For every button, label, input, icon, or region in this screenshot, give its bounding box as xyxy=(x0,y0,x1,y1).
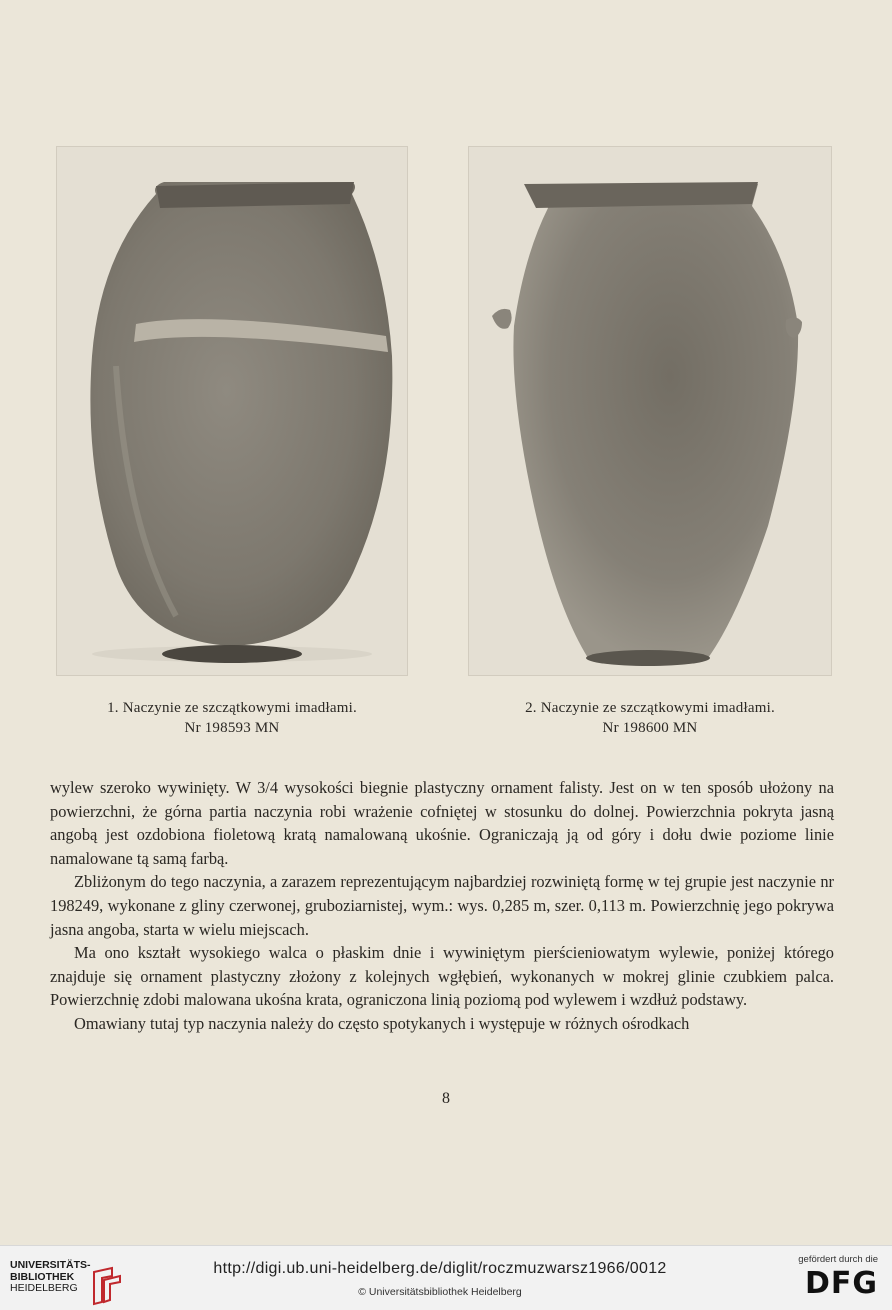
paragraph-1: wylew szeroko wywinięty. W 3/4 wysokości biegnie plastyczny ornament falisty. Jest on w ten sposób ułożony na powierzchni, że górna partia naczynia robi wrażenie cofniętej w stosunku do dolnej. Powierzchnia pokryta jasną angobą jest ozdobiona fioletową kratą namalowaną ukośnie. Ograniczają ją od góry i dołu dwie poziome linie namalowane tą samą farbą. xyxy=(50,778,834,868)
library-name xyxy=(10,1260,91,1295)
paragraph-4: Omawiany tutaj typ naczynia należy do często spotykanych i występuje w różnych ośrodkach xyxy=(74,1013,690,1033)
library-name-line1: UNIVERSITÄTS- xyxy=(10,1259,91,1271)
figure-1-photo xyxy=(56,146,408,676)
library-name-line2: BIBLIOTHEK xyxy=(10,1270,75,1283)
library-emblem-icon xyxy=(90,1266,124,1306)
library-name-line3: HEIDELBERG xyxy=(10,1282,78,1294)
figure-2-caption xyxy=(468,698,832,738)
page-number: 8 xyxy=(442,1090,450,1107)
permalink-url[interactable]: http://digi.ub.uni-heidelberg.de/diglit/roczmuzwarsz1966/0012 xyxy=(213,1260,667,1277)
paragraph-2: Zbliżonym do tego naczynia, a zarazem reprezentującym najbardziej rozwiniętą formę w tej grupie jest naczynie nr 198249, wykonane z gliny czerwonej, gruboziarnistej, wym.: wys. 0,285 m, szer. 0,113 m. Powierzchnię jego pokrywa jasna angoba, starta w wielu miejscach. xyxy=(50,872,834,939)
paragraph-3: Ma ono kształt wysokiego walca o płaskim dnie i wywiniętym pierścieniowatym wylewie, poniżej którego znajduje się ornament plastyczny złożony z kolejnych wgłębień, wykonanych w mokrej glinie czubkiem palca. Powierzchnię zdobi malowana ukośna krata, ograniczona linią poziomą pod wylewem i wzdłuż podstawy. xyxy=(50,943,834,1010)
vessel-2-illustration xyxy=(468,146,832,676)
figure-1-caption-title: 1. Naczynie ze szczątkowymi imadłami. xyxy=(107,700,357,716)
figure-1-caption-number: Nr 198593 MN xyxy=(184,720,280,736)
funding-label: gefördert durch die xyxy=(798,1254,878,1265)
figure-1-caption xyxy=(56,698,408,738)
figure-2-caption-number: Nr 198600 MN xyxy=(602,720,698,736)
library-logo[interactable] xyxy=(10,1260,130,1304)
figure-2-caption-title: 2. Naczynie ze szczątkowymi imadłami. xyxy=(525,700,775,716)
figure-2-photo xyxy=(468,146,832,676)
body-text xyxy=(50,776,834,1036)
copyright-notice: © Universitätsbibliothek Heidelberg xyxy=(358,1286,522,1298)
footer-bar xyxy=(0,1245,892,1310)
dfg-logo[interactable]: DFG xyxy=(804,1266,878,1301)
vessel-1-illustration xyxy=(56,146,408,676)
